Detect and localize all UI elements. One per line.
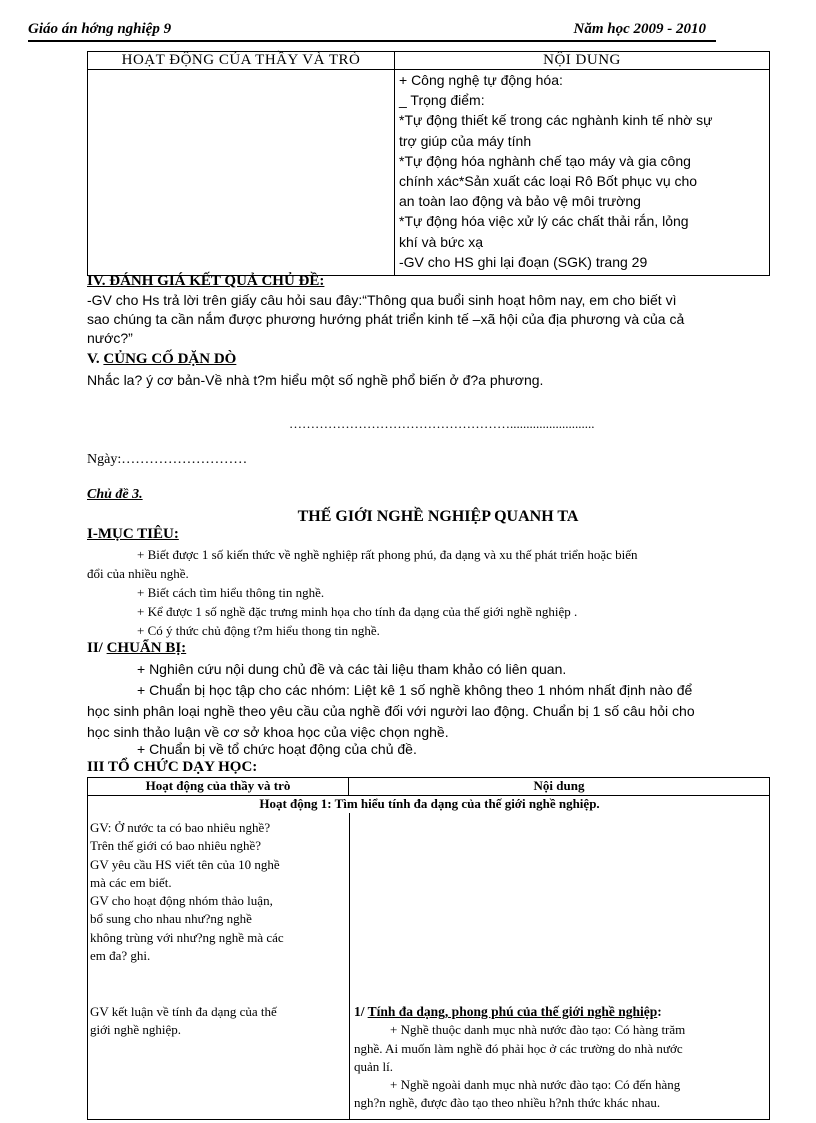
teacher-line: Trên thế giới có bao nhiêu nghề? — [90, 838, 262, 854]
column-divider — [349, 813, 350, 1119]
teacher-line: GV: Ở nước ta có bao nhiêu nghề? — [90, 820, 271, 835]
activity-title: Hoạt động 1: Tìm hiểu tính đa dạng của thế giới nghề nghiệp. — [259, 796, 600, 811]
table1-col2-cell — [395, 70, 770, 276]
date-line: Ngày:……………………… — [87, 452, 248, 467]
section5-heading-text: CỦNG CỐ DẶN DÒ — [103, 351, 237, 367]
activity-table-2 — [87, 777, 770, 1120]
table1-col1-header: HOẠT ĐỘNG CỦA THẦY VÀ TRÒ — [88, 52, 395, 70]
objectives-heading-text: I-MỤC TIÊU: — [87, 526, 179, 542]
teacher-line: GV cho hoạt động nhóm thảo luận, — [90, 893, 273, 909]
teacher-line: GV yêu cầu HS viết tên của 10 nghề — [90, 856, 280, 872]
content-line: ngh?n nghề, được đào tạo theo nhiều h?nh thức khác nhau. — [354, 1095, 661, 1111]
table2-col2 — [354, 1003, 768, 1113]
table1-col1-cell — [88, 70, 395, 276]
table1-line: an toàn lao động và bảo vệ môi trường — [399, 193, 641, 210]
content-line: nghề. Ai muốn làm nghề đó phải học ở các trường do nhà nước — [354, 1040, 683, 1056]
preparation-heading-text: CHUẨN BỊ: — [106, 640, 187, 656]
teacher-line: em đa? ghi. — [90, 948, 151, 964]
preparation-line: + Nghiên cứu nội dung chủ đề và các tài liệu tham khảo có liên quan. — [137, 661, 567, 677]
table2-body — [88, 796, 770, 1120]
teacher-line: bổ sung cho nhau như?ng nghề — [90, 911, 252, 927]
objective-line: + Có ý thức chủ động t?m hiểu thong tin nghề. — [137, 623, 380, 638]
preparation-line: + Chuẩn bị học tập cho các nhóm: Liệt kê 1 số nghề không theo 1 nhóm nhất định nào để — [137, 682, 693, 698]
table1-line: *Tự động hóa việc xử lý các chất thải rắn, lỏng — [399, 213, 689, 230]
section5-heading-prefix: V. — [87, 351, 104, 367]
table1-line: trợ giúp của máy tính — [399, 132, 532, 149]
objective-line: + Kể được 1 số nghề đặc trưng minh họa cho tính đa dạng của thế giới nghề nghiệp . — [137, 604, 578, 619]
table1-line: *Tự động thiết kế trong các nghành kinh tế nhờ sự — [399, 112, 713, 129]
section4-line: sao chúng ta cần nắm được phương hướng phát triển kinh tế –xã hội của địa phương và của cả — [87, 311, 685, 327]
table1-line: _ Trọng điểm: — [399, 92, 485, 109]
section5-heading — [87, 351, 236, 368]
table1-line: chính xác*Sản xuất các loại Rô Bốt phục vụ cho — [399, 173, 698, 190]
activity-table-1 — [87, 51, 770, 276]
preparation-line: + Chuẩn bị về tổ chức hoạt động của chủ đề. — [137, 741, 417, 757]
section4-line: nước?” — [87, 330, 133, 346]
table1-line: *Tự động hóa nghành chế tạo máy và gia công — [399, 152, 691, 169]
header-right: Năm học 2009 - 2010 — [573, 21, 706, 37]
content-heading-tail: : — [657, 1004, 662, 1019]
section5-line: Nhắc la? ý cơ bản-Về nhà t?m hiểu một số nghề phổ biến ở đ?a phương. — [87, 372, 544, 388]
separator: …………………………………………….......................... — [289, 416, 595, 431]
content-heading-text: Tính đa dạng, phong phú của thế giới nghề nghiệp — [367, 1004, 658, 1019]
organization-heading: III TỔ CHỨC DẠY HỌC: — [87, 759, 258, 775]
objective-line: đổi của nhiều nghề. — [87, 566, 189, 581]
preparation-line: học sinh thảo luận về cơ sở khoa học của việc chọn nghề. — [87, 724, 449, 740]
preparation-line: học sinh phân loại nghề theo yêu cầu của nghề đối với người lao động. Chuẩn bị 1 số câu hỏi cho — [87, 703, 695, 719]
table2-col1-header: Hoạt động của thầy và trò — [88, 778, 349, 796]
table2-col2-header: Nội dung — [349, 778, 770, 796]
section4-line: -GV cho Hs trả lời trên giấy câu hỏi sau đây:“Thông qua buổi sinh hoạt hôm nay, em cho biết vì — [87, 292, 677, 308]
preparation-heading-prefix: II/ — [87, 640, 107, 656]
table1-line: + Công nghệ tự động hóa: — [399, 72, 563, 88]
table1-line: khí và bức xạ — [399, 233, 484, 250]
preparation-heading — [87, 640, 186, 657]
section4-heading: IV. ĐÁNH GIÁ KẾT QUẢ CHỦ ĐỀ: — [87, 273, 325, 289]
table2-col1-conclusion — [90, 1003, 346, 1040]
content-heading-num: 1/ — [354, 1004, 368, 1019]
page-header — [28, 18, 716, 42]
content-line: + Nghề thuộc danh mục nhà nước đào tạo: Có hàng trăm — [390, 1022, 686, 1038]
content-line: quản lí. — [354, 1058, 393, 1074]
table1-line: -GV cho HS ghi lại đoạn (SGK) trang 29 — [399, 253, 648, 270]
table2-col1 — [90, 819, 346, 965]
objectives-heading — [87, 526, 179, 543]
teacher-line: mà các em biết. — [90, 874, 172, 890]
topic-label: Chủ đề 3. — [87, 487, 143, 502]
content-line: + Nghề ngoài danh mục nhà nước đào tạo: Có đến hàng — [390, 1077, 681, 1093]
header-left: Giáo án hớng nghiệp 9 — [28, 21, 172, 37]
teacher-line: không trùng với như?ng nghề mà các — [90, 929, 284, 945]
objective-line: + Biết cách tìm hiểu thông tin nghề. — [137, 585, 325, 600]
objective-line: + Biết được 1 số kiến thức về nghề nghiệp rất phong phú, đa dạng và xu thế phát triển hoặc biến — [137, 547, 638, 562]
teacher-line: GV kết luận về tính đa dạng của thế — [90, 1004, 277, 1019]
teacher-line: giới nghề nghiệp. — [90, 1022, 181, 1038]
content-heading — [354, 1003, 768, 1021]
table1-col2-header: NỘI DUNG — [395, 52, 770, 70]
topic-title: THẾ GIỚI NGHỀ NGHIỆP QUANH TA — [297, 508, 579, 525]
